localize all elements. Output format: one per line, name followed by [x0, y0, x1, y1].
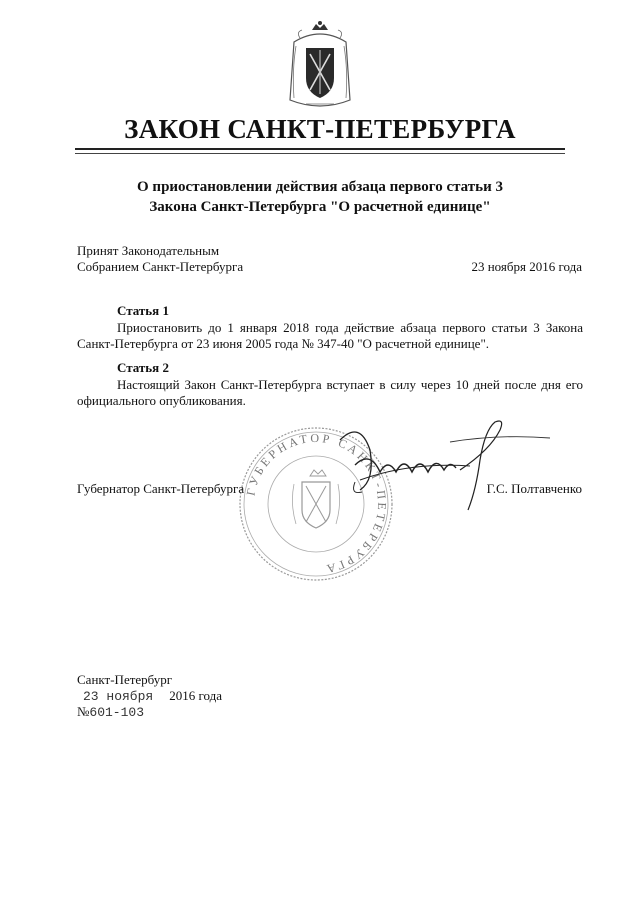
- title-rule-thick: [75, 148, 565, 150]
- governor-role: Губернатор Санкт-Петербурга: [77, 481, 245, 496]
- article-heading: Статья 2: [117, 360, 169, 375]
- law-number-value: 601-103: [89, 705, 145, 720]
- article-1: [77, 303, 583, 353]
- adoption-date: 23 ноября 2016 года: [471, 259, 582, 274]
- issue-date-stamped: 23 ноября: [83, 689, 154, 704]
- article-text: Приостановить до 1 января 2018 года действие абзаца первого статьи 3 Закона Санкт-Петербурга от 23 июня 2005 года № 347-40 "О расчетной единице".: [77, 319, 583, 351]
- issue-city: Санкт-Петербург: [77, 672, 173, 687]
- issue-date: [77, 688, 222, 704]
- article-2: [77, 360, 583, 410]
- issue-year: 2016 года: [169, 688, 222, 703]
- subtitle-line-1: О приостановлении действия абзаца первого статьи 3: [137, 179, 503, 195]
- law-title: ЗАКОН САНКТ-ПЕТЕРБУРГА: [124, 114, 516, 144]
- law-number-prefix: №: [77, 704, 90, 719]
- handwritten-signature-icon: [300, 410, 560, 520]
- governor-name: Г.С. Полтавченко: [486, 481, 582, 496]
- law-number: [77, 704, 144, 720]
- law-subtitle: [0, 177, 640, 217]
- article-text: Настоящий Закон Санкт-Петербурга вступает в силу через 10 дней после дня его официального опубликования.: [77, 376, 583, 408]
- svg-text:ГУБЕРНАТОР САНКТ-ПЕТЕРБУРГА: ГУБЕРНАТОР САНКТ-ПЕТЕРБУРГА: [243, 430, 390, 577]
- subtitle-line-2: Закона Санкт-Петербурга "О расчетной единице": [149, 199, 491, 215]
- adoption-line-2: Собранием Санкт-Петербурга: [77, 259, 244, 274]
- adoption-info: [77, 243, 243, 275]
- st-petersburg-coat-of-arms-icon: [286, 20, 354, 112]
- article-heading: Статья 1: [117, 303, 169, 318]
- adoption-line-1: Принят Законодательным: [77, 243, 220, 258]
- title-rule-thin: [75, 153, 565, 154]
